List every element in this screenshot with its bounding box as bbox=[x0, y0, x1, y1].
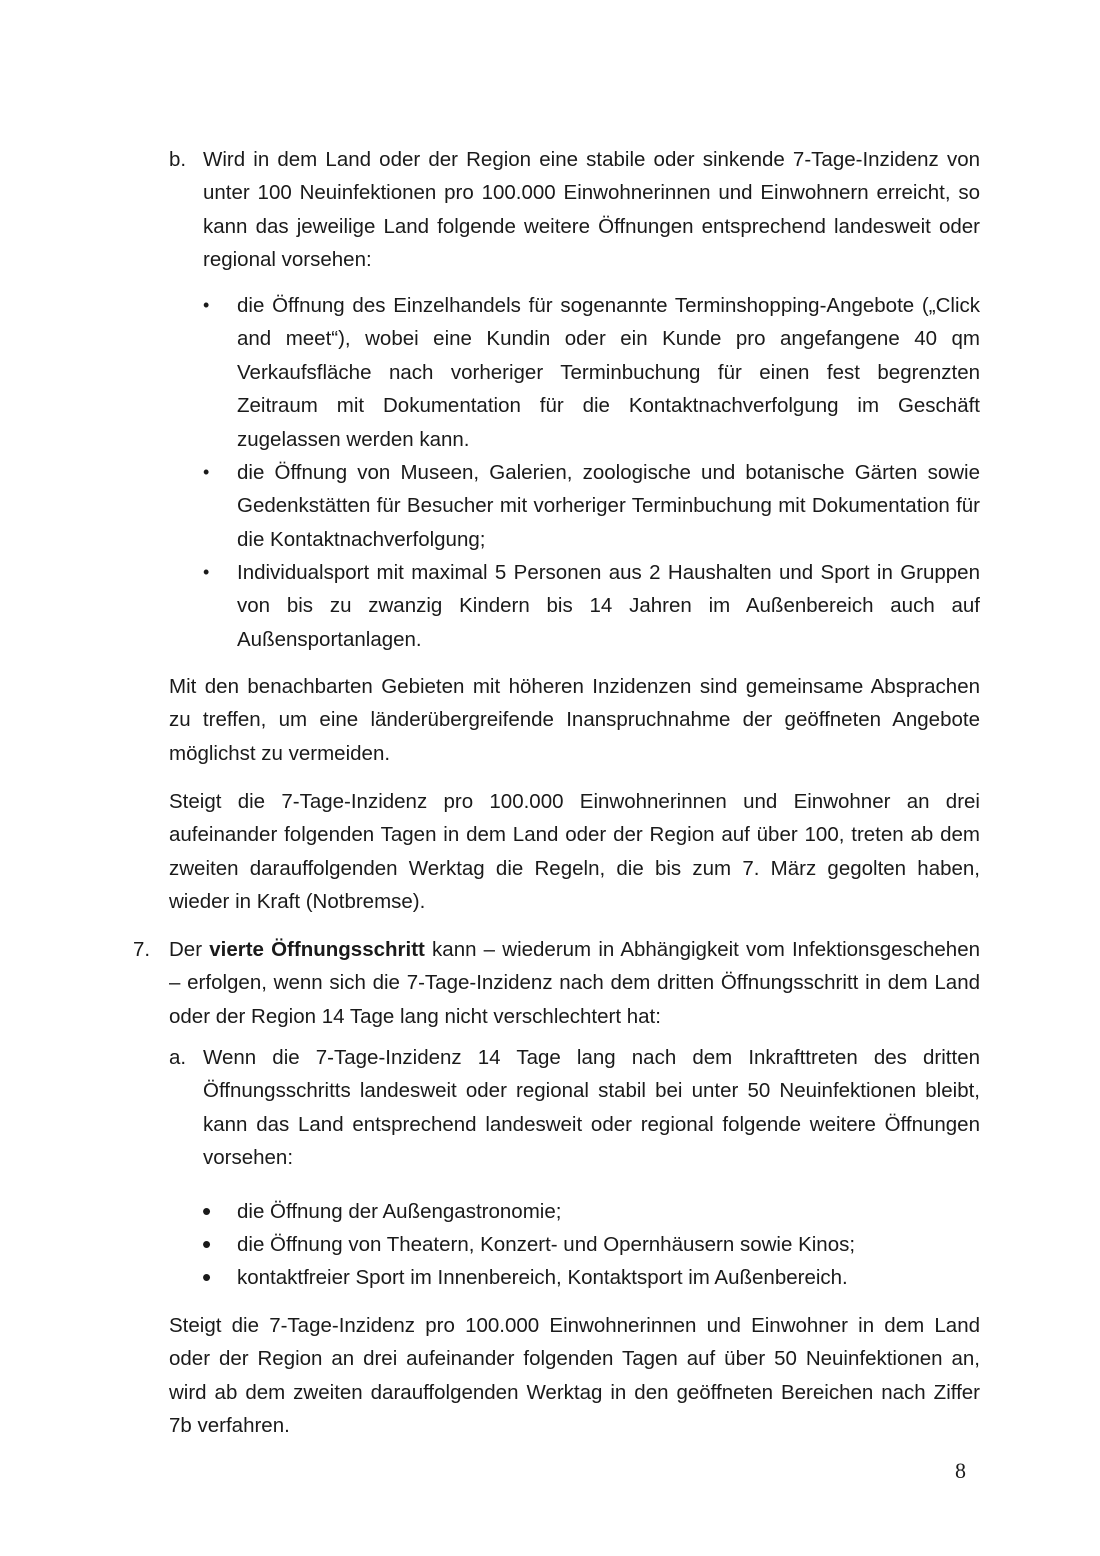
bullet-icon: • bbox=[203, 462, 210, 482]
paragraph-notbremse: Steigt die 7-Tage-Inzidenz pro 100.000 Einwohnerinnen und Einwohner an drei aufeinander folgenden Tagen in dem Land oder der Region auf über 100, treten ab dem zweiten darauffolgenden Werktag die Regeln, die bis zum 7. März gegolten haben, wieder in Kraft (Notbremse). bbox=[169, 790, 980, 914]
page-number: 8 bbox=[955, 1458, 966, 1483]
paragraph-final: Steigt die 7-Tage-Inzidenz pro 100.000 Einwohnerinnen und Einwohner in dem Land oder der Region an drei aufeinander folgenden Tagen auf über 50 Neuinfektionen an, wird ab dem zweiten darauffolgenden Werktag in den geöffneten Bereichen nach Ziffer 7b verfahren. bbox=[169, 1314, 980, 1438]
bullet-icon: • bbox=[202, 1196, 212, 1226]
section-b-bullet-1: die Öffnung des Einzelhandels für sogenannte Terminshopping-Angebote („Click and meet“), wobei eine Kundin oder ein Kunde pro angefangene 40 qm Verkaufsfläche nach vorheriger Terminbuchung für einen fest begrenzten Zeitraum mit Dokumentation für die Kontaktnachverfolgung im Geschäft zugelassen werden kann. bbox=[237, 294, 980, 451]
section-a-bullet-2: die Öffnung von Theatern, Konzert- und Opernhäusern sowie Kinos; bbox=[237, 1233, 856, 1256]
section-b-text: Wird in dem Land oder der Region eine stabile oder sinkende 7-Tage-Inzidenz von unter 100 Neuinfektionen pro 100.000 Einwohnerinnen und Einwohnern erreicht, so kann das jeweilige Land folgende weitere Öffnungen entsprechend landesweit oder regional vorsehen: bbox=[203, 148, 980, 272]
bullet-icon: • bbox=[203, 295, 210, 315]
item-7-text-after: kann – wiederum in Abhängigkeit vom Infektionsgeschehen – erfolgen, wenn sich die 7-Tage-Inzidenz nach dem dritten Öffnungsschritt in dem Land oder der Region 14 Tage lang nicht verschlechtert hat: bbox=[169, 938, 981, 1028]
section-b-bullet-2: die Öffnung von Museen, Galerien, zoologische und botanische Gärten sowie Gedenkstätten für Besucher mit vorheriger Terminbuchung mit Dokumentation für die Kontaktnachverfolgung; bbox=[237, 461, 980, 551]
bullet-icon: • bbox=[203, 562, 210, 582]
item-7-bold: vierte Öffnungsschritt bbox=[209, 938, 425, 961]
bullet-icon: • bbox=[202, 1262, 212, 1292]
list-marker-a: a. bbox=[169, 1046, 187, 1069]
section-b-bullet-3: Individualsport mit maximal 5 Personen aus 2 Haushalten und Sport in Gruppen von bis zu zwanzig Kindern bis 14 Jahren im Außenbereich auch auf Außensportanlagen. bbox=[237, 561, 980, 651]
list-marker-7: 7. bbox=[133, 938, 151, 961]
section-a-bullet-1: die Öffnung der Außengastronomie; bbox=[237, 1200, 562, 1223]
section-a-text: Wenn die 7-Tage-Inzidenz 14 Tage lang nach dem Inkrafttreten des dritten Öffnungsschritts landesweit oder regional stabil bei unter 50 Neuinfektionen bleibt, kann das Land entsprechend landesweit oder regional folgende weitere Öffnungen vorsehen: bbox=[203, 1046, 980, 1170]
section-a-bullet-3: kontaktfreier Sport im Innenbereich, Kontaktsport im Außenbereich. bbox=[237, 1266, 848, 1289]
bullet-icon: • bbox=[202, 1229, 212, 1259]
item-7-text-before: Der bbox=[169, 938, 210, 961]
paragraph-neighbors: Mit den benachbarten Gebieten mit höheren Inzidenzen sind gemeinsame Absprachen zu treffen, um eine länderübergreifende Inanspruchnahme der geöffneten Angebote möglichst zu vermeiden. bbox=[169, 675, 980, 765]
item-7-text bbox=[169, 933, 980, 1033]
list-marker-b: b. bbox=[169, 148, 187, 171]
